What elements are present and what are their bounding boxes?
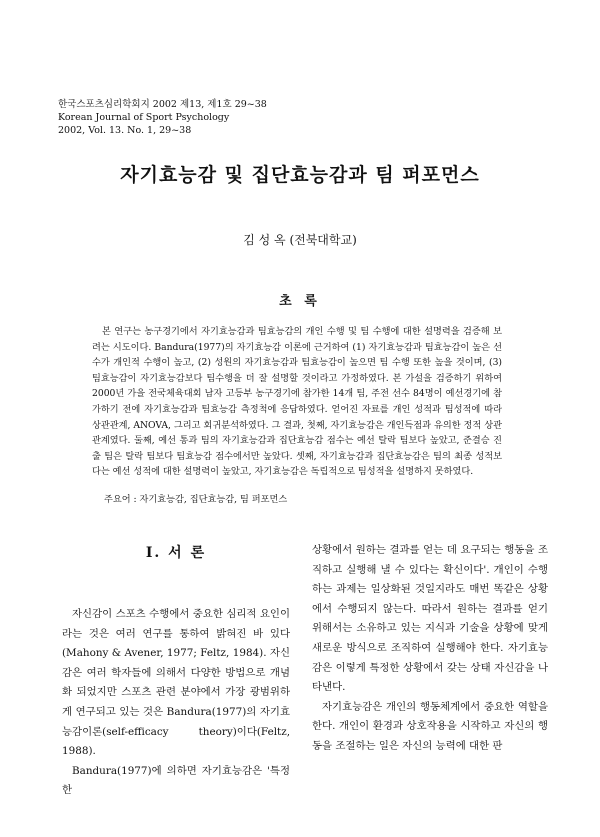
journal-line-korean: 한국스포츠심리학회지 2002 제13, 제1호 29~38 bbox=[58, 99, 267, 110]
right-paragraph-1: 상황에서 원하는 결과를 얻는 데 요구되는 행동을 조직하고 실행해 낼 수 있다는 확신이다'. 개인이 수행하는 과제는 일상화된 것일지라도 매번 똑같은 상황에서 수행되지 않는다. 따라서 원하는 결과를 얻기 위해서는 소유하고 있는 지식과 기술을 상황에 맞게 새로운 방식으로 조직하여 실행해야 한다. 자기효능감은 이렇게 특정한 상황에서 갖는 상태 자신감을 나타낸다. bbox=[312, 544, 548, 694]
abstract-body bbox=[92, 324, 502, 480]
journal-line-english: Korean Journal of Sport Psychology bbox=[58, 112, 230, 123]
section-heading: Ⅰ. 서 론 bbox=[145, 545, 207, 561]
journal-volume-line: 2002, Vol. 13. No. 1, 29~38 bbox=[58, 125, 192, 136]
left-paragraph-1: 자신감이 스포츠 수행에서 중요한 심리적 요인이라는 것은 여러 연구를 통하여 밝혀진 바 있다(Mahony & Avener, 1977; Feltz, 1984). 자신감은 여러 학자들에 의해서 다양한 방법으로 개념화 되었지만 스포츠 관련 분야에서 가장 광범위하게 연구되고 있는 것은 Bandura(1977)의 자기효능감이론(self-efficacy theory)이다(Feltz, 1988). bbox=[62, 608, 290, 758]
journal-header bbox=[58, 98, 267, 137]
right-paragraph-2: 자기효능감은 개인의 행동체계에서 중요한 역할을 한다. 개인이 환경과 상호작용을 시작하고 자신의 행동을 조절하는 일은 자신의 능력에 대한 판 bbox=[312, 700, 548, 752]
right-column bbox=[312, 541, 548, 757]
left-column bbox=[62, 605, 290, 801]
paper-title: 자기효능감 및 집단효능감과 팀 퍼포먼스 bbox=[120, 164, 480, 186]
keywords: 주요어 : 자기효능감, 집단효능감, 팀 퍼포먼스 bbox=[104, 494, 288, 505]
author-line: 김 성 옥 (전북대학교) bbox=[243, 233, 357, 247]
left-paragraph-2: Bandura(1977)에 의하면 자기효능감은 '특정한 bbox=[62, 764, 290, 797]
abstract-heading: 초 록 bbox=[279, 294, 321, 309]
abstract-text: 본 연구는 농구경기에서 자기효능감과 팀효능감의 개인 수행 및 팀 수행에 대한 설명력을 검증해 보려는 시도이다. Bandura(1977)의 자기효능감 이론에 근거하여 (1) 자기효능감과 팀효능감이 높은 선수가 개인적 수행이 높고, (2) 성원의 자기효능감과 팀효능감이 높으면 팀 수행 또한 높을 것이며, (3) 팀효능감이 자기효능감보다 팀수행을 더 잘 설명할 것이라고 가정하였다. 본 가설을 검증하기 위하여 2000년 가을 전국체육대회 남자 고등부 농구경기에 참가한 14개 팀, 주전 선수 84명이 예선경기에 참가하기 전에 자기효능감과 팀효능감 측정척에 응답하였다. 얻어진 자료를 개인 성적과 팀성적에 따라 상관관계, ANOVA, 그리고 회귀분석하였다. 그 결과, 첫째, 자기효능감은 개인득점과 유의한 정적 상관관계였다. 둘째, 예선 통과 팀의 자기효능감과 집단효능감 점수는 예선 탈락 팀보다 높았고, 준결승 진출 팀은 탈락 팀보다 팀효능감 점수에서만 높았다. 셋째, 자기효능감과 집단효능감은 팀의 최종 성적보다는 예선 성적에 대한 설명력이 높았고, 자기효능감은 독립적으로 팀성적을 설명하지 못하였다. bbox=[92, 326, 502, 478]
